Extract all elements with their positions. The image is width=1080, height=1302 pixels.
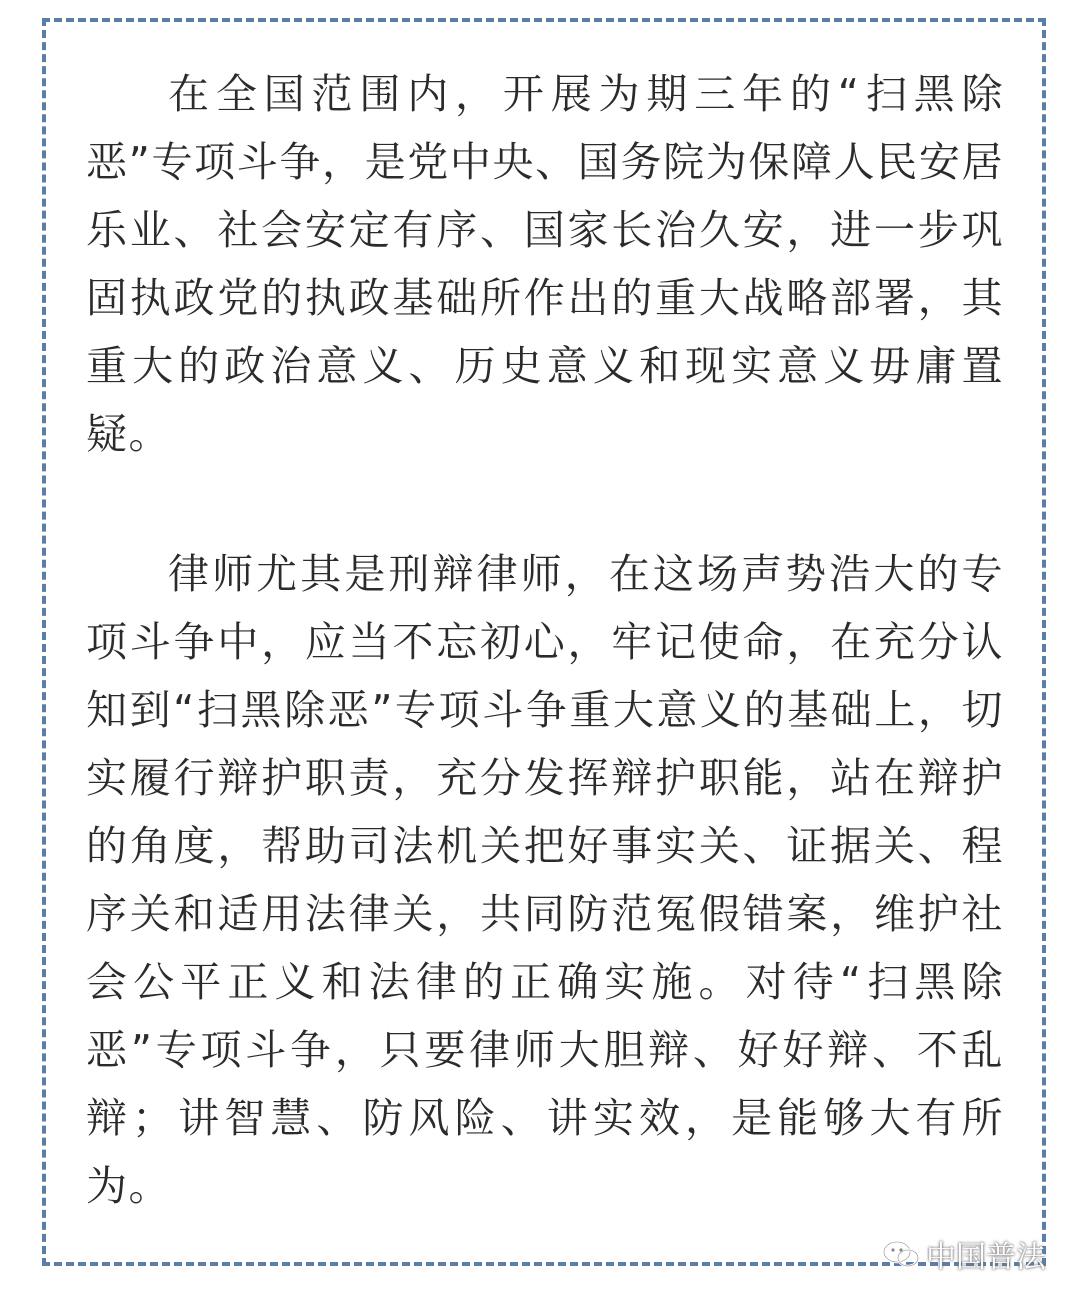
paragraph-1: 在全国范围内，开展为期三年的“扫黑除恶”专项斗争，是党中央、国务院为保障人民安居乐业、社会安定有序、国家长治久安，进一步巩固执政党的执政基础所作出的重大战略部署，其重大的政治意义、历史意义和现实意义毋庸置疑。 [86, 70, 1004, 458]
watermark [882, 1232, 1046, 1276]
wechat-icon [882, 1239, 920, 1269]
watermark-text: 中国普法 [926, 1240, 1046, 1275]
paragraph-2: 律师尤其是刑辩律师，在这场声势浩大的专项斗争中，应当不忘初心，牢记使命，在充分认知到“扫黑除恶”专项斗争重大意义的基础上，切实履行辩护职责，充分发挥辩护职能，站在辩护的角度，帮助司法机关把好事实关、证据关、程序关和适用法律关，共同防范冤假错案，维护社会公平正义和法律的正确实施。对待“扫黑除恶”专项斗争，只要律师大胆辩、好好辩、不乱辩；讲智慧、防风险、讲实效，是能够大有所为。 [86, 550, 1004, 1210]
